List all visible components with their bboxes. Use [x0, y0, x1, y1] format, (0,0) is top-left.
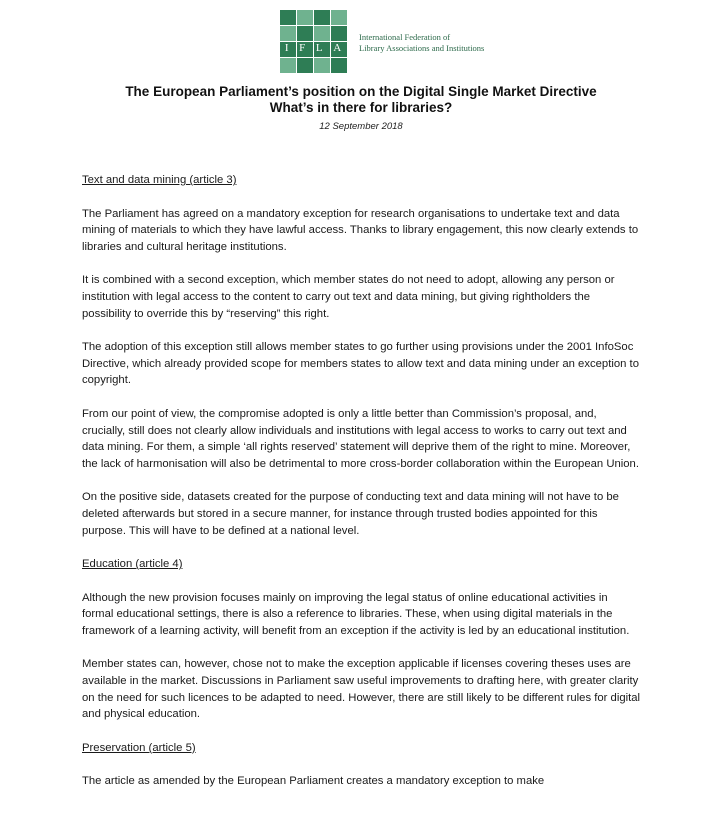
paragraph: The Parliament has agreed on a mandatory exception for research organisations to undertake text and data mining of materials to which they have lawful access. Thanks to library engagement, this now clearly extends to libraries and cultural heritage institutions.	[82, 207, 639, 253]
organization-name-line: Library Associations and Institutions	[359, 43, 485, 53]
section-heading: Text and data mining (article 3)	[82, 174, 237, 186]
paragraph: The adoption of this exception still allows member states to go further using provisions under the 2001 InfoSoc Directive, which already provided scope for members states to allow text and data mining under an exception to copyright.	[82, 341, 639, 387]
organization-name	[359, 32, 484, 54]
section-education	[82, 556, 642, 723]
paragraph: From our point of view, the compromise adopted is only a little better than Commission’s proposal, and, crucially, still does not clearly allow individuals and institutions with legal access to works to carry out text and data mining. For them, a simple ‘all rights reserved’ statement will deprive them of the right to mine. Moreover, the lack of harmonisation will also be detrimental to more cross-border collaboration within the European Union.	[82, 407, 639, 470]
title-line: The European Parliament’s position on the Digital Single Market Directive	[125, 84, 597, 99]
logo-letter: L	[315, 42, 324, 54]
organization-name-line: International Federation of	[359, 32, 451, 42]
document-date: 12 September 2018	[319, 121, 403, 132]
paragraph: Member states can, however, chose not to make the exception applicable if licenses covering theses uses are available in the market. Discussions in Parliament saw useful improvements to drafting here, with greater clarity on the need for such licences to be adapted to need. However, there are still likely to be different rules for digital and physical education.	[82, 658, 641, 721]
paragraph: Although the new provision focuses mainly on improving the legal status of online educational activities in formal educational settings, there is also a reference to libraries. These, when using digital materials in the framework of a learning activity, will benefit from an exception if the activity is led by an educational institution.	[82, 591, 630, 637]
logo-letter: I	[284, 42, 290, 54]
logo-letter: F	[299, 42, 307, 54]
section-text-and-data-mining	[82, 172, 642, 539]
section-heading: Preservation (article 5)	[82, 741, 196, 754]
logo-letters	[280, 42, 347, 54]
document-body	[82, 172, 642, 807]
section-heading: Education (article 4)	[82, 558, 183, 571]
paragraph: It is combined with a second exception, which member states do not need to adopt, allowing any person or institution with legal access to the content to carry out text and data mining, but giving rightholders the possibility to override this by “reserving” this right.	[82, 274, 615, 320]
ifla-logo	[280, 10, 484, 73]
logo-letter: A	[333, 42, 343, 54]
paragraph: The article as amended by the European Parliament creates a mandatory exception to make	[82, 775, 545, 788]
document-title	[0, 84, 722, 116]
paragraph: On the positive side, datasets created for the purpose of conducting text and data mining will not have to be deleted afterwards but stored in a secure manner, for instance through trusted bodies appointed for this purpose. This will have to be defined at a national level.	[82, 491, 619, 537]
section-preservation	[82, 740, 642, 790]
subtitle-line: What’s in there for libraries?	[269, 100, 453, 115]
